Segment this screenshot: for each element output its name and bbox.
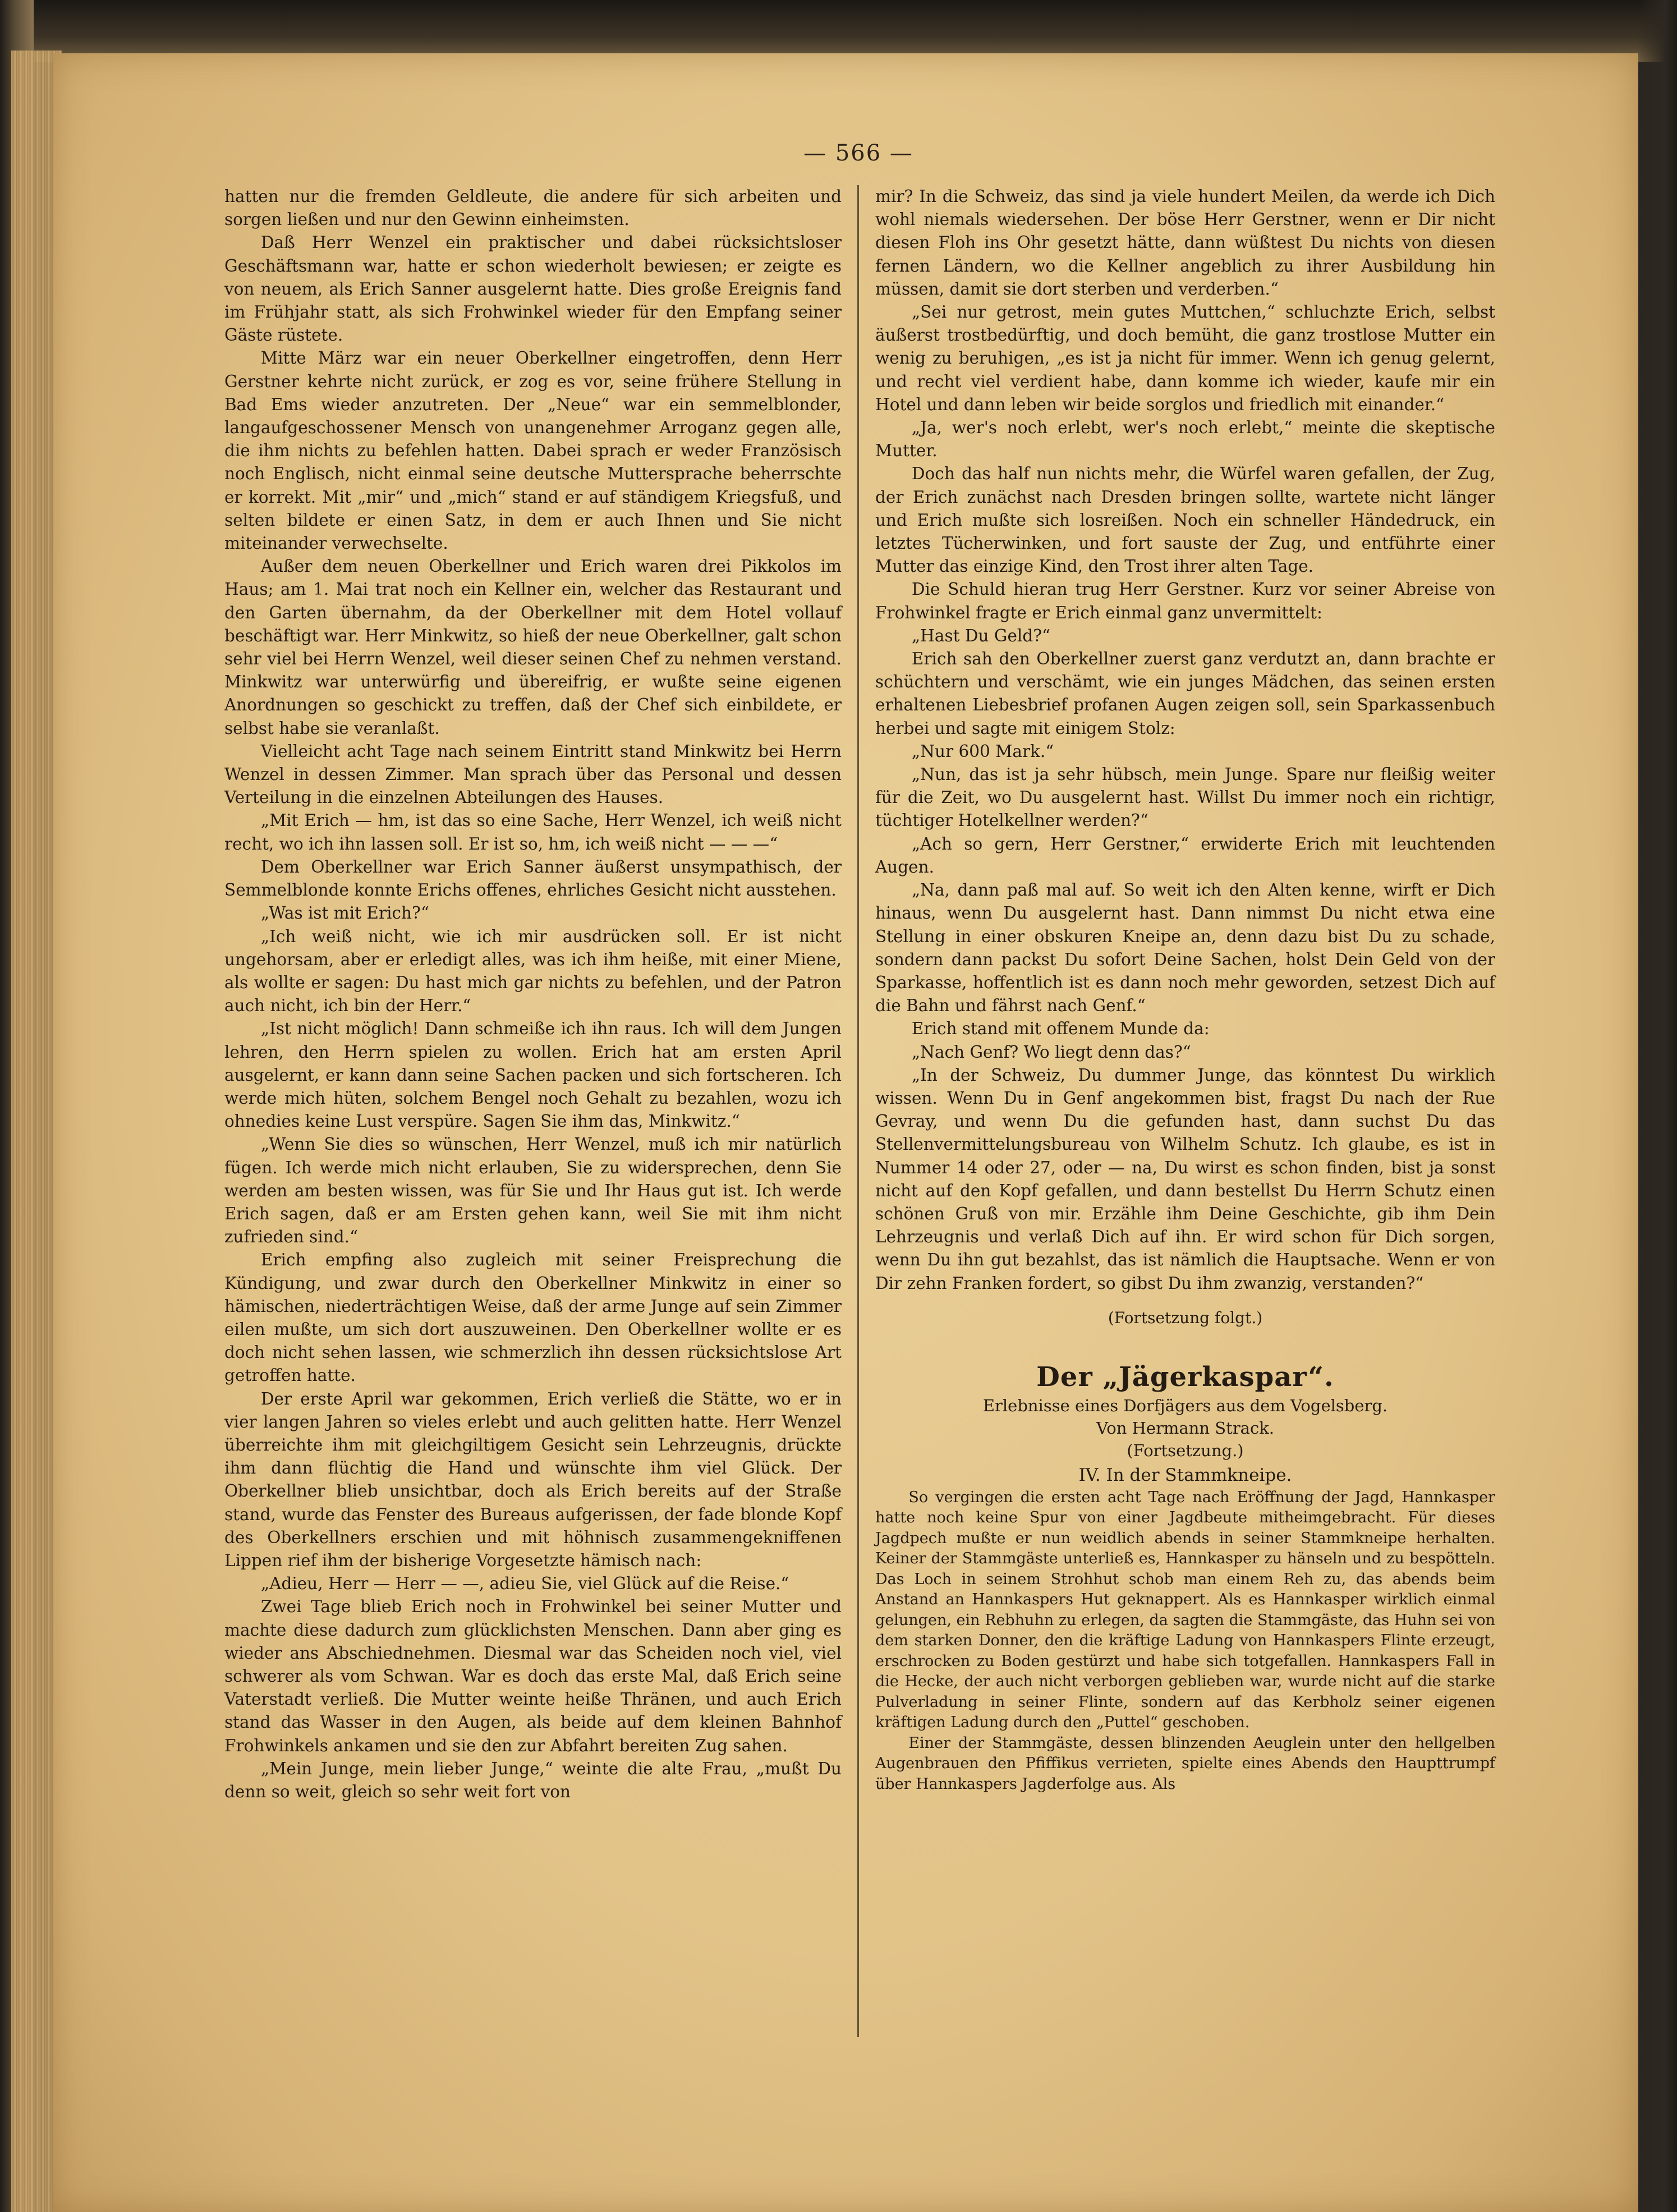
paragraph: Erich sah den Oberkellner zuerst ganz verdutzt an, dann brachte er schüchtern und verschämt, wie ein junges Mädchen, das seinen ersten erhaltenen Liebesbrief profanen Augen zeigen soll, sein Sparkassenbuch herbei und sagte mit einigem Stolz:: [875, 649, 1495, 738]
paragraph: „Mein Junge, mein lieber Junge,“ weinte die alte Frau, „mußt Du denn so weit, gleich so sehr weit fort von: [224, 1759, 842, 1802]
column-divider: [857, 185, 859, 2037]
paragraph: Außer dem neuen Oberkellner und Erich waren drei Pikkolos im Haus; am 1. Mai trat noch ein Kellner ein, welcher das Restaurant und den Garten übernahm, da der Oberkellner mit dem Hotel vollauf beschäftigt war. Herr Minkwitz, so hieß der neue Oberkellner, galt schon sehr viel bei Herrn Wenzel, weil dieser seinen Chef zu nehmen verstand. Minkwitz war unterwürfig und übereifrig, er wußte seine eigenen Anordnungen so geschickt zu treffen, daß der Chef sich einbildete, er selbst habe sie veranlaßt.: [224, 557, 842, 738]
paragraph: Die Schuld hieran trug Herr Gerstner. Kurz vor seiner Abreise von Frohwinkel fragte er Erich einmal ganz unvermittelt:: [875, 580, 1495, 622]
paragraph: Mitte März war ein neuer Oberkellner eingetroffen, denn Herr Gerstner kehrte nicht zurück, er zog es vor, seine frühere Stellung in Bad Ems wieder anzutreten. Der „Neue“ war ein semmelblonder, langaufgeschossener Mensch von unangenehmer Arroganz gegen alle, die ihm nichts zu befehlen hatten. Dabei sprach er weder Französisch noch Englisch, nicht einmal seine deutsche Muttersprache beherrschte er korrekt. Mit „mir“ und „mich“ stand er auf ständigem Kriegsfuß, und selten bildete er einen Satz, in dem er auch Ihnen und Sie nicht miteinander verwechselte.: [224, 348, 842, 553]
paragraph: „Na, dann paß mal auf. So weit ich den Alten kenne, wirft er Dich hinaus, wenn Du ausgelernt hast. Dann nimmst Du nicht etwa eine Stellung in einer obskuren Kneipe an, denn dazu bist Du zu schade, sondern dann packst Du sofort Deine Sachen, holst Dein Geld von der Sparkasse, hoffentlich ist es dann noch mehr geworden, setzest Dich auf die Bahn und fährst nach Genf.“: [875, 880, 1495, 1016]
paragraph: „In der Schweiz, Du dummer Junge, das könntest Du wirklich wissen. Wenn Du in Genf angekommen bist, fragst Du nach der Rue Gevray, und wenn Du die gefunden hast, dann suchst Du das Stellenvermittelungsbureau von Wilhelm Schutz. Ich glaube, es ist in Nummer 14 oder 27, oder — na, Du wirst es schon finden, bist ja sonst nicht auf den Kopf gefallen, und dann bestellst Du Herrn Schutz einen schönen Gruß von mir. Erzähle ihm Deine Geschichte, gib ihm Dein Lehrzeugnis und verlaß Dich auf ihn. Er wird schon für Dich sorgen, wenn Du ihn gut bezahlst, das ist nämlich die Hauptsache. Wenn er von Dir zehn Franken fordert, so gibst Du ihm zwanzig, verstanden?“: [875, 1065, 1495, 1293]
article-title: Der „Jägerkaspar“.: [1036, 1361, 1334, 1393]
paragraph: „Nach Genf? Wo liegt denn das?“: [911, 1042, 1191, 1062]
paragraph: Erich empfing also zugleich mit seiner Freisprechung die Kündigung, und zwar durch den Oberkellner Minkwitz in einer so hämischen, niederträchtigen Weise, daß der arme Junge auf sein Zimmer eilen mußte, um sich dort auszuweinen. Den Oberkellner wollte er es doch nicht sehen lassen, wie schmerzlich ihn dessen rücksichtslose Art getroffen hatte.: [224, 1250, 842, 1385]
paragraph: mir? In die Schweiz, das sind ja viele hundert Meilen, da werde ich Dich wohl niemals wiedersehen. Der böse Herr Gerstner, wenn er Dir nicht diesen Floh ins Ohr gesetzt hätte, dann wüßtest Du nichts von diesen fernen Ländern, wo die Kellner angeblich zu ihrer Ausbildung hin müssen, damit sie dort sterben und verderben.“: [875, 187, 1495, 299]
paragraph: Erich stand mit offenem Munde da:: [911, 1019, 1210, 1039]
page-number: — 566 —: [803, 140, 913, 166]
article-subtitle: Erlebnisse eines Dorfjägers aus dem Vogelsberg.: [982, 1396, 1388, 1415]
paragraph: „Adieu, Herr — Herr — —, adieu Sie, viel Glück auf die Reise.“: [260, 1574, 789, 1594]
article-body: [875, 1488, 1495, 1795]
paragraph: „Sei nur getrost, mein gutes Muttchen,“ schluchzte Erich, selbst äußerst trostbedürftig, und doch bemüht, die ganz trostlose Mutter ein wenig zu beruhigen, „es ist ja nicht für immer. Wenn ich genug gelernt, und recht viel verdient habe, dann komme ich wieder, kaufe mir ein Hotel und dann leben wir beide sorglos und friedlich mit einander.“: [875, 302, 1495, 414]
paragraph: Der erste April war gekommen, Erich verließ die Stätte, wo er in vier langen Jahren so vieles erlebt und auch gelitten hatte. Herr Wenzel überreichte ihm mit gleichgiltigem Gesicht sein Lehrzeugnis, drückte ihm dann flüchtig die Hand und wünschte ihm viel Glück. Der Oberkellner blieb unsichtbar, doch als Erich bereits auf der Straße stand, wurde das Fenster des Bureaus aufgerissen, der fade blonde Kopf des Oberkellners erschien und mit höhnisch zusammengekniffenen Lippen rief ihm der bisherige Vorgesetzte hämisch nach:: [224, 1389, 842, 1570]
book-spine-shadow: [1638, 0, 1677, 2212]
paragraph: Daß Herr Wenzel ein praktischer und dabei rücksichtsloser Geschäftsmann war, hatte er schon wiederholt bewiesen; er zeigte es von neuem, als Erich Sanner ausgelernt hatte. Dies große Ereignis fand im Frühjahr statt, als sich Frohwinkel wieder für den Empfang seiner Gäste rüstete.: [224, 233, 842, 345]
paragraph: „Was ist mit Erich?“: [260, 903, 429, 923]
paragraph: „Wenn Sie dies so wünschen, Herr Wenzel, muß ich mir natürlich fügen. Ich werde mich nicht erlauben, Sie zu widersprechen, denn Sie werden am besten wissen, was für Sie und Ihr Haus gut ist. Ich werde Erich sagen, daß er am Ersten gehen kann, weil Sie mit ihm nicht zufrieden sind.“: [224, 1135, 842, 1247]
paragraph: „Hast Du Geld?“: [911, 626, 1051, 645]
article-continued-note: (Fortsetzung.): [1127, 1440, 1244, 1460]
article-author: Von Hermann Strack.: [1096, 1418, 1275, 1438]
paragraph: „Ach so gern, Herr Gerstner,“ erwiderte Erich mit leuchtenden Augen.: [875, 834, 1495, 876]
paragraph: Vielleicht acht Tage nach seinem Eintritt stand Minkwitz bei Herrn Wenzel in dessen Zimmer. Man sprach über das Personal und dessen Verteilung in die einzelnen Abteilungen des Hauses.: [224, 741, 842, 807]
paragraph: „Nun, das ist ja sehr hübsch, mein Junge. Spare nur fleißig weiter für die Zeit, wo Du ausgelernt hast. Willst Du immer noch ein richtigr, tüchtiger Hotelkellner werden?“: [875, 765, 1495, 830]
paragraph: hatten nur die fremden Geldleute, die andere für sich arbeiten und sorgen ließen und nur den Gewinn einheimsten.: [224, 187, 842, 230]
paragraph: Einer der Stammgäste, dessen blinzenden Aeuglein unter den hellgelben Augenbrauen den Pfiffikus verrieten, spielte eines Abends den Haupttrumpf über Hannkaspers Jagderfolge aus. Als: [875, 1734, 1495, 1793]
paragraph: So vergingen die ersten acht Tage nach Eröffnung der Jagd, Hannkasper hatte noch keine Spur von einer Jagdbeute mitheimgebracht. Für dieses Jagdpech mußte er nun weidlich abends in seiner Stammkneipe herhalten. Keiner der Stammgäste unterließ es, Hannkasper zu hänseln und zu bespötteln. Das Loch in seinem Strohhut schob man einem Reh zu, das abends beim Anstand an Hannkaspers Hut geknappert. Als es Hannkasper wirklich einmal gelungen, ein Rebhuhn zu erlegen, da sagten die Stammgäste, das Huhn sei von dem starken Donner, den die kräftige Ladung von Hannkaspers Flinte erzeugt, erschrocken zu Boden gestürzt und habe sich totgefallen. Hannkaspers Fall in die Hecke, der auch nicht verborgen geblieben war, wurde nicht auf die starke Pulverladung in seiner Flinte, sondern auf das Kerbholz seiner eigenen kräftigen Ladung durch den „Puttel“ geschoben.: [875, 1488, 1495, 1732]
chapter-heading: IV. In der Stammkneipe.: [1078, 1465, 1292, 1485]
paragraph: „Ich weiß nicht, wie ich mir ausdrücken soll. Er ist nicht ungehorsam, aber er erledigt alles, was ich ihm heiße, mit einer Miene, als wollte er sagen: Du hast mich gar nichts zu befehlen, und der Patron auch nicht, ich bin der Herr.“: [224, 926, 842, 1016]
continuation-note: (Fortsetzung folgt.): [1108, 1308, 1263, 1327]
paragraph: „Nur 600 Mark.“: [911, 741, 1054, 761]
paragraph: Zwei Tage blieb Erich noch in Frohwinkel bei seiner Mutter und machte diese dadurch zum glücklichsten Menschen. Dann aber ging es wieder ans Abschiednehmen. Diesmal war das Scheiden noch viel, viel schwerer als vom Schwan. War es doch das erste Mal, daß Erich seine Vaterstadt verließ. Die Mutter weinte heiße Thränen, und auch Erich stand das Wasser in den Augen, als beide auf dem kleinen Bahnhof Frohwinkels ankamen und sie den zur Abfahrt bereiten Zug sahen.: [224, 1597, 842, 1755]
right-column: [875, 185, 1495, 1795]
paragraph: „Mit Erich — hm, ist das so eine Sache, Herr Wenzel, ich weiß nicht recht, wo ich ihn lassen soll. Er ist so, hm, ich weiß nicht — — —“: [224, 811, 842, 853]
paragraph: Doch das half nun nichts mehr, die Würfel waren gefallen, der Zug, der Erich zunächst nach Dresden bringen sollte, wartete nicht länger und Erich mußte sich losreißen. Noch ein schneller Händedruck, ein letztes Tücherwinken, und fort sauste der Zug, und entführte einer Mutter das einzige Kind, den Trost ihrer alten Tage.: [875, 464, 1495, 576]
paragraph: Dem Oberkellner war Erich Sanner äußerst unsympathisch, der Semmelblonde konnte Erichs offenes, ehrliches Gesicht nicht ausstehen.: [224, 857, 842, 900]
paragraph: „Ist nicht möglich! Dann schmeiße ich ihn raus. Ich will dem Jungen lehren, den Herrn spielen zu wollen. Erich hat am ersten April ausgelernt, er kann dann seine Sachen packen und sich fortscheren. Ich werde mich hüten, solchem Bengel noch Gehalt zu bezahlen, wozu ich ohnedies keine Lust verspüre. Sagen Sie ihm das, Minkwitz.“: [224, 1019, 842, 1131]
paragraph: „Ja, wer's noch erlebt, wer's noch erlebt,“ meinte die skeptische Mutter.: [875, 418, 1495, 461]
scan-background-top: [0, 0, 1677, 62]
left-column: [224, 185, 842, 1803]
